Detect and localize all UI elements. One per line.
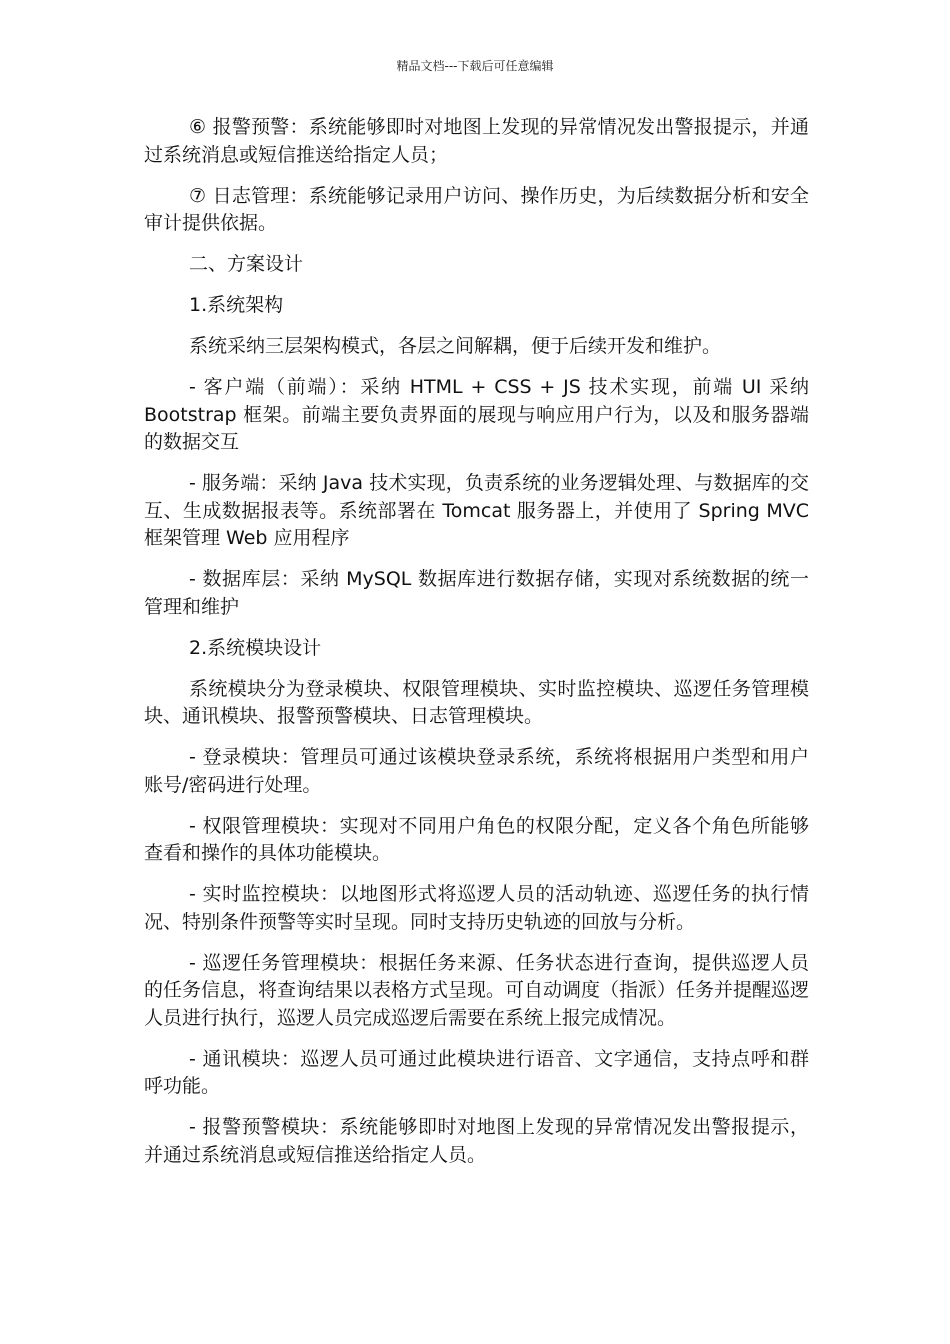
document-body [144,114,809,1183]
subheading-module-design: 2.系统模块设计 [189,636,322,659]
paragraph-modules-intro: 系统模块分为登录模块、权限管理模块、实时监控模块、巡逻任务管理模块、通讯模块、报警预警模块、日志管理模块。 [144,677,809,727]
paragraph-patrol-task-module: - 巡逻任务管理模块：根据任务来源、任务状态进行查询，提供巡逻人员的任务信息，将查询结果以表格方式呈现。可自动调度（指派）任务并提醒巡逻人员进行执行，巡逻人员完成巡逻后需要在系统上报完成情况。 [144,951,810,1029]
page-header: 精品文档---下载后可任意编辑 [396,59,554,73]
paragraph-architecture-intro: 系统采纳三层架构模式，各层之间解耦，便于后续开发和维护。 [189,335,722,357]
paragraph-alarm-module: - 报警预警模块：系统能够即时对地图上发现的异常情况发出警报提示，并通过系统消息或短信推送给指定人员。 [144,1116,809,1166]
paragraph-alarm-warning: ⑥ 报警预警：系统能够即时对地图上发现的异常情况发出警报提示，并通过系统消息或短信推送给指定人员； [144,116,809,166]
paragraph-log-management: ⑦ 日志管理：系统能够记录用户访问、操作历史，为后续数据分析和安全审计提供依据。 [144,184,809,234]
paragraph-database-tier: - 数据库层：采纳 MySQL 数据库进行数据存储，实现对系统数据的统一管理和维护 [144,568,809,618]
paragraph-monitoring-module: - 实时监控模块：以地图形式将巡逻人员的活动轨迹、巡逻任务的执行情况、特别条件预警等实时呈现。同时支持历史轨迹的回放与分析。 [144,883,809,933]
paragraph-server-tier: - 服务端：采纳 Java 技术实现，负责系统的业务逻辑处理、与数据库的交互、生成数据报表等。系统部署在 Tomcat 服务器上，并使用了 Spring MVC 框架管理 Web 应用程序 [144,472,809,549]
paragraph-login-module: - 登录模块：管理员可通过该模块登录系统，系统将根据用户类型和用户账号/密码进行处理。 [144,746,809,796]
section-heading-design: 二、方案设计 [189,253,304,275]
paragraph-communication-module: - 通讯模块：巡逻人员可通过此模块进行语音、文字通信，支持点呼和群呼功能。 [144,1047,809,1097]
subheading-architecture: 1.系统架构 [189,294,284,316]
paragraph-permission-module: - 权限管理模块：实现对不同用户角色的权限分配，定义各个角色所能够查看和操作的具体功能模块。 [144,814,809,864]
paragraph-client-tier: - 客户端（前端）：采纳 HTML + CSS + JS 技术实现，前端 UI 采纳 Bootstrap 框架。前端主要负责界面的展现与响应用户行为，以及和服务器端的数据交互 [144,376,809,453]
